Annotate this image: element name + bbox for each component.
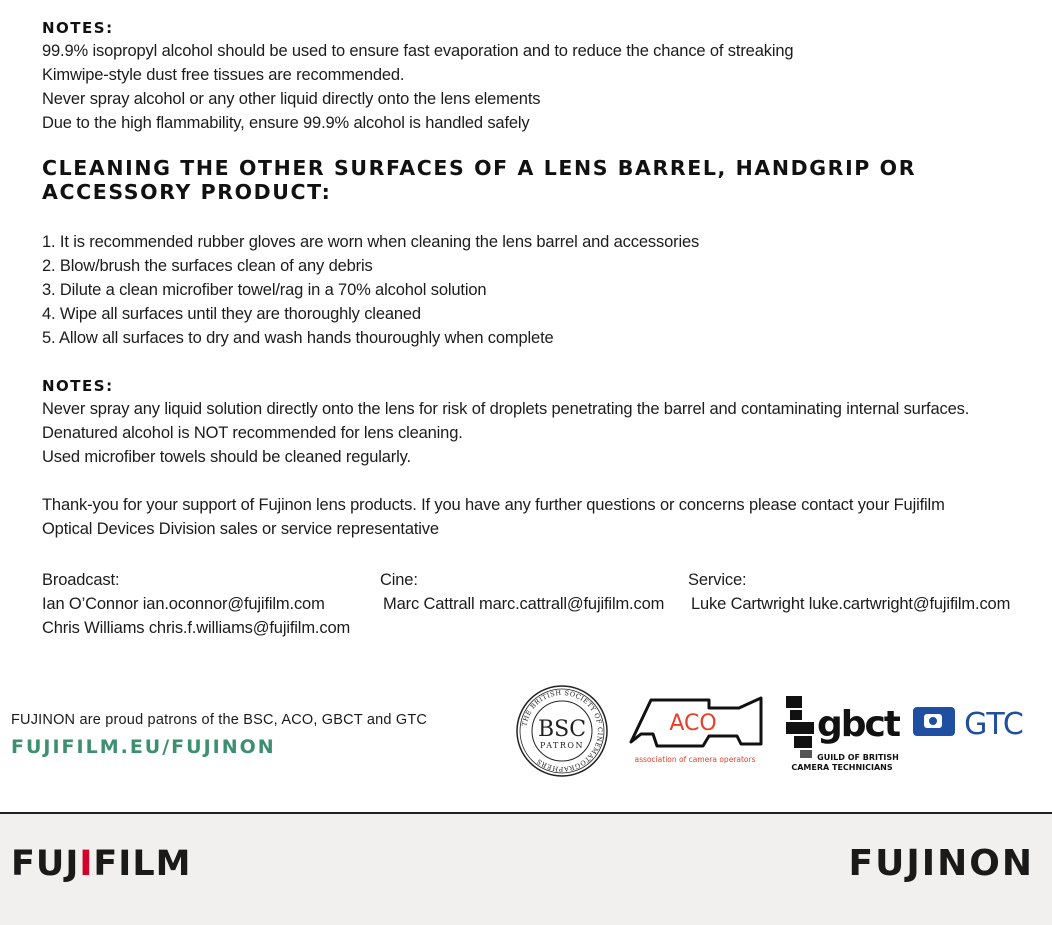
contact-person[interactable]: Ian O’Connor ian.oconnor@fujifilm.com [42, 595, 325, 613]
thanks-line: Thank-you for your support of Fujinon lens products. If you have any further questions or concerns please contact your Fujifilm [42, 496, 945, 514]
bsc-sub: PATRON [540, 741, 584, 750]
bsc-logo [515, 684, 609, 778]
aco-logo [627, 694, 765, 766]
contact-broadcast [42, 568, 350, 640]
note-line: Due to the high flammability, ensure 99.9% alcohol is handled safely [42, 114, 530, 132]
contacts [42, 568, 1052, 640]
patrons-block [11, 710, 427, 758]
note-line: 99.9% isopropyl alcohol should be used to ensure fast evaporation and to reduce the chance of streaking [42, 42, 794, 60]
notes-heading: NOTES: [42, 377, 114, 395]
section-title-line: CLEANING THE OTHER SURFACES OF A LENS BARREL, HANDGRIP OR [42, 156, 917, 180]
bsc-ring-text: THE BRITISH SOCIETY OF CINEMATOGRAPHERS [520, 688, 605, 774]
contact-cine [380, 568, 664, 616]
note-line: Kimwipe-style dust free tissues are recommended. [42, 66, 405, 84]
fujifilm-logo-part: FUJ [11, 844, 80, 884]
contact-label: Cine: [380, 571, 418, 589]
gtc-logo [912, 704, 1032, 740]
step-item: 4. Wipe all surfaces until they are thoroughly cleaned [42, 305, 421, 323]
bsc-main: BSC [537, 717, 587, 742]
aco-main: ACO [669, 711, 717, 736]
section-title-line: ACCESSORY PRODUCT: [42, 180, 332, 204]
gtc-main: GTC [964, 707, 1024, 740]
aco-sub: association of camera operators [634, 755, 756, 764]
step-item: 5. Allow all surfaces to dry and wash hands thouroughly when complete [42, 329, 554, 347]
contact-label: Service: [688, 571, 747, 589]
notes-heading: NOTES: [42, 19, 114, 37]
fujifilm-logo-red-i: I [79, 844, 94, 884]
main-content [42, 18, 1042, 541]
contact-person[interactable]: Luke Cartwright luke.cartwright@fujifilm.com [691, 595, 1011, 613]
contact-person[interactable]: Chris Williams chris.f.williams@fujifilm.com [42, 619, 351, 637]
patrons-text: FUJINON are proud patrons of the BSC, ACO, GBCT and GTC [11, 712, 428, 728]
website-link[interactable]: FUJIFILM.EU/FUJINON [11, 736, 276, 758]
step-item: 2. Blow/brush the surfaces clean of any debris [42, 257, 373, 275]
gbct-sub2: CAMERA TECHNICIANS [791, 763, 893, 772]
contact-service [688, 568, 1010, 616]
note-line: Used microfiber towels should be cleaned regularly. [42, 448, 411, 466]
gbct-logo [784, 692, 900, 774]
gbct-main: gbct [816, 704, 900, 745]
contact-label: Broadcast: [42, 571, 120, 589]
fujinon-logo: FUJINON [848, 843, 1034, 884]
thanks-line: Optical Devices Division sales or service representative [42, 520, 439, 538]
section-title [42, 156, 1042, 204]
step-item: 3. Dilute a clean microfiber towel/rag in a 70% alcohol solution [42, 281, 487, 299]
note-line: Never spray any liquid solution directly onto the lens for risk of droplets penetrating the barrel and contaminating internal surfaces. [42, 400, 970, 418]
fujifilm-logo [11, 844, 191, 884]
contact-person[interactable]: Marc Cattrall marc.cattrall@fujifilm.com [383, 595, 665, 613]
step-item: 1. It is recommended rubber gloves are worn when cleaning the lens barrel and accessories [42, 233, 700, 251]
fujifilm-logo-part: FILM [93, 844, 192, 884]
note-line: Denatured alcohol is NOT recommended for lens cleaning. [42, 424, 463, 442]
gbct-sub1: GUILD OF BRITISH [817, 753, 899, 762]
footer [0, 814, 1052, 925]
note-line: Never spray alcohol or any other liquid directly onto the lens elements [42, 90, 541, 108]
